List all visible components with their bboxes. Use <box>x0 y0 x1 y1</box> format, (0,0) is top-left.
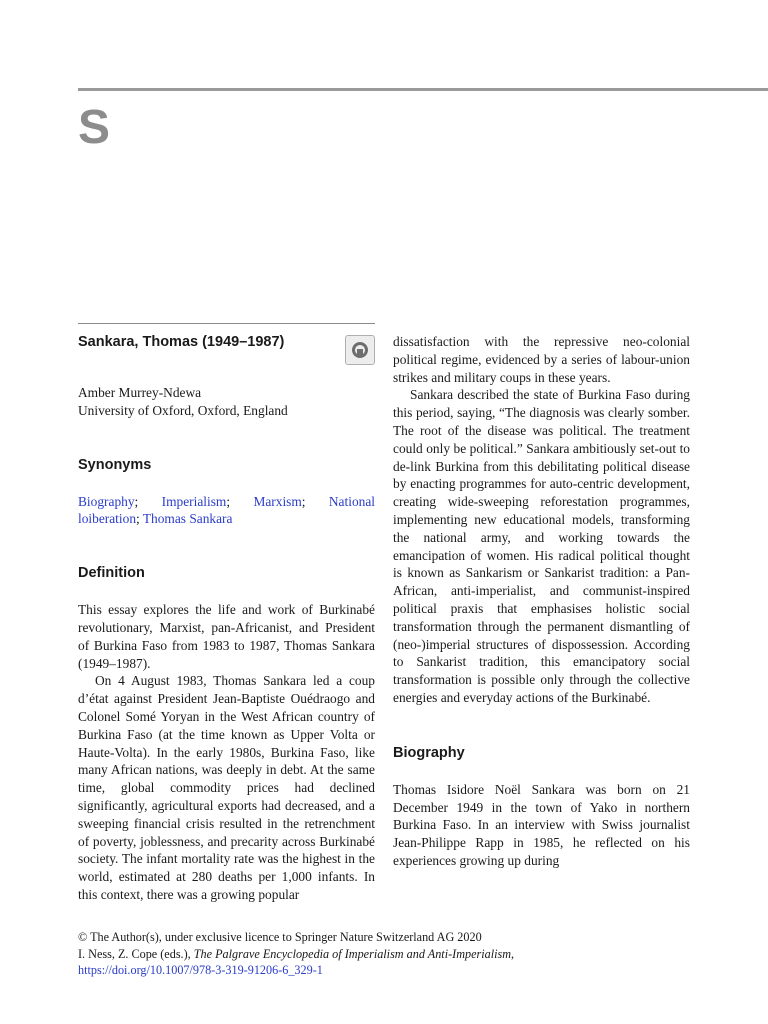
top-rule <box>78 88 768 91</box>
citation-line <box>78 946 698 963</box>
book-title: The Palgrave Encyclopedia of Imperialism and Anti-Imperialism <box>193 946 512 961</box>
citation-suffix: , <box>511 946 515 961</box>
right-column <box>393 333 690 870</box>
author-affiliation: University of Oxford, Oxford, England <box>78 402 288 418</box>
definition-heading: Definition <box>78 565 145 582</box>
crossmark-icon[interactable] <box>345 335 375 365</box>
synonym-link-thomas-sankara[interactable]: Thomas Sankara <box>142 511 233 527</box>
synonym-link-national-liberation[interactable]: National loiberation <box>78 493 375 527</box>
synonyms-heading: Synonyms <box>78 456 152 473</box>
doi-link[interactable]: https://doi.org/10.1007/978-3-319-91206-6_329-1 <box>78 963 323 977</box>
entry-rule <box>78 323 375 324</box>
synonym-link-biography[interactable]: Biography <box>78 493 135 509</box>
footer <box>78 929 698 979</box>
continuation-paragraph-2: Sankara described the state of Burkina Faso during this period, saying, “The diagnosis was clearly somber. The root of the disease was political. The treatment could only be political.” Sankara ambitiously set-out to de-link Burkina from this debilitating political disease by enacting programmes for auto-centric development, creating wide-sweeping reforestation programmes, implementing new educational models, transforming the national army, and working towards the emancipation of women. His radical political thought is known as Sankarism or Sankarist tradition: a Pan-African, anti-imperialist, and communist-inspired political praxis that emphasises holistic social transformation through the permanent dismantling of (neo-)imperial structures of dispossession. According to Sankarist tradition, this emancipatory social transformation is possible only through the collective energies and everyday actions of the Burkinabé. <box>393 387 690 705</box>
author-name: Amber Murrey-Ndewa <box>78 385 202 400</box>
definition-paragraph-2: On 4 August 1983, Thomas Sankara led a coup d’état against President Jean-Baptiste Ouédraogo and Colonel Somé Yoryan in the West African country of Burkina Faso (at the time known as Upper Volta or Haute-Volta). In the early 1980s, Burkina Faso, like many African nations, was deeply in debt. At the same time, global commodity prices had declined significantly, agricultural exports had decreased, and a sweeping financial crisis resulted in the retrenchment of poverty, joblessness, and precarity across Burkinabé society. The infant mortality rate was the highest in the world, estimated at 280 deaths per 1,000 infants. In this context, there was a growing popular <box>78 673 375 902</box>
author-block <box>78 384 375 420</box>
entry-header <box>78 332 375 365</box>
entry-title: Sankara, Thomas (1949–1987) <box>78 334 285 350</box>
synonyms-list: Biography; Imperialism; Marxism; National loiberation; Thomas Sankara <box>78 493 375 527</box>
continuation-paragraph-1: dissatisfaction with the repressive neo-colonial political regime, evidenced by a series of labour-union strikes and military coups in these years. <box>393 334 690 385</box>
chapter-letter: S <box>78 101 111 154</box>
left-column <box>78 323 375 904</box>
synonym-link-imperialism[interactable]: Imperialism <box>161 493 227 509</box>
biography-paragraph-1: Thomas Isidore Noël Sankara was born on 21 December 1949 in the town of Yako in northern Burkina Faso. In an interview with Swiss journalist Jean-Philippe Rapp in 1985, he reflected on his experiences growing up during <box>393 781 690 868</box>
synonym-link-marxism[interactable]: Marxism <box>253 493 302 509</box>
citation-prefix: I. Ness, Z. Cope (eds.), <box>78 946 194 961</box>
copyright-line: © The Author(s), under exclusive licence to Springer Nature Switzerland AG 2020 <box>78 930 482 944</box>
biography-heading: Biography <box>393 744 465 761</box>
definition-paragraph-1: This essay explores the life and work of Burkinabé revolutionary, Marxist, pan-Africanist, and President of Burkina Faso from 1983 to 1987, Thomas Sankara (1949–1987). <box>78 602 375 671</box>
